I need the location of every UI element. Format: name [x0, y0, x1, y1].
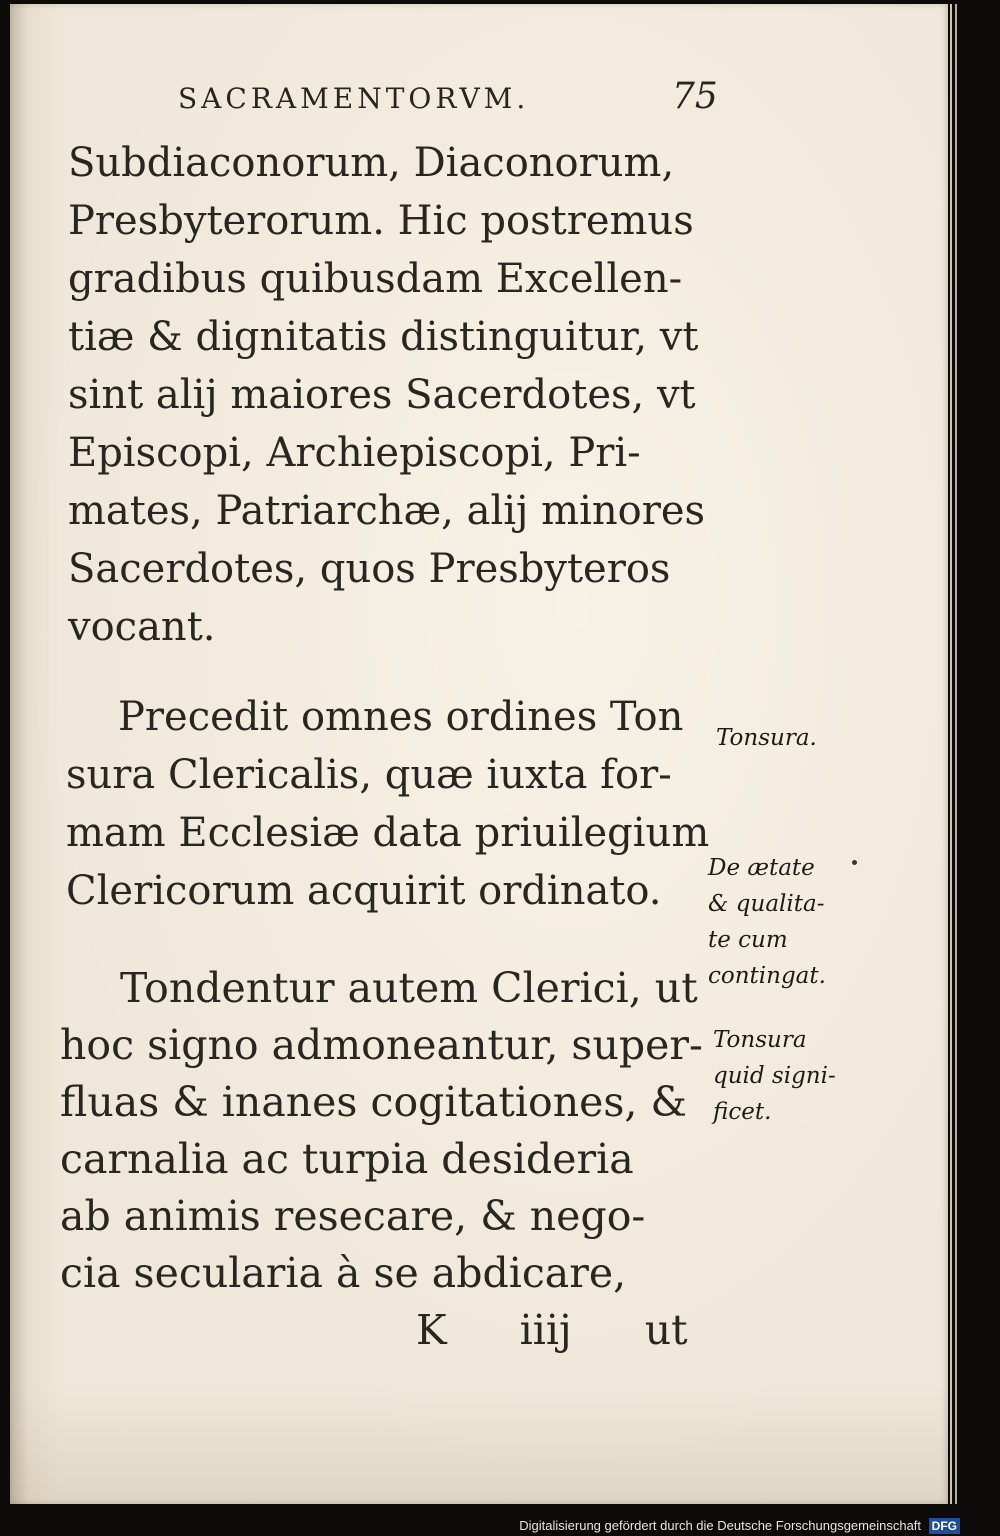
margin-mark	[852, 860, 857, 865]
paragraph-orders	[68, 134, 705, 656]
text-line: fluas & inanes cogitationes, &	[60, 1078, 687, 1126]
text-line: ab animis resecare, & nego-	[60, 1192, 646, 1240]
marginal-note-etate	[708, 850, 826, 994]
paragraph-tondentur	[60, 960, 703, 1359]
dfg-logo: DFG	[929, 1518, 960, 1534]
funding-credit	[519, 1518, 960, 1534]
marginal-line: Tonsura	[713, 1027, 807, 1053]
text-line: Episcopi, Archiepiscopi, Pri-	[68, 430, 641, 476]
text-line: carnalia ac turpia desideria	[60, 1135, 634, 1183]
marginal-note-significet	[713, 1022, 836, 1130]
text-line: Subdiaconorum, Diaconorum,	[68, 140, 675, 186]
signature-catchword-line: K iiij ut	[416, 1306, 688, 1354]
page-number: 75	[672, 76, 718, 117]
marginal-line: ficet.	[713, 1099, 772, 1125]
text-line: tiæ & dignitatis distinguitur, vt	[68, 314, 699, 360]
text-line: vocant.	[68, 604, 216, 650]
text-line: gradibus quibusdam Excellen-	[68, 256, 683, 302]
text-line: mates, Patriarchæ, alij minores	[68, 488, 706, 534]
book-page	[10, 4, 948, 1504]
funding-credit-text: Digitalisierung gefördert durch die Deutsche Forschungsgemeinschaft	[519, 1518, 922, 1533]
running-head: SACRAMENTORVM.	[178, 82, 530, 115]
text-line: sura Clericalis, quæ iuxta for-	[66, 752, 672, 798]
text-line: Tondentur autem Clerici, ut	[120, 964, 698, 1012]
text-line: Sacerdotes, quos Presbyteros	[68, 546, 671, 592]
page-edge	[950, 4, 952, 1504]
text-line: cia secularia à se abdicare,	[60, 1249, 627, 1297]
text-line: sint alij maiores Sacerdotes, vt	[68, 372, 696, 418]
paragraph-tonsura	[66, 688, 709, 920]
marginal-line: quid signi-	[713, 1063, 836, 1089]
marginal-line: te cum	[708, 927, 788, 953]
text-line: Presbyterorum. Hic postremus	[68, 198, 694, 244]
page-edge	[955, 4, 957, 1504]
text-line: hoc signo admoneantur, super-	[60, 1021, 703, 1069]
marginal-note-tonsura: Tonsura.	[716, 725, 817, 751]
text-line: mam Ecclesiæ data priuilegium	[66, 810, 710, 856]
text-line: Clericorum acquirit ordinato.	[66, 868, 662, 914]
marginal-line: De ætate	[708, 855, 815, 881]
marginal-line: & qualita-	[708, 891, 825, 917]
text-line: Precedit omnes ordines Ton	[118, 694, 684, 740]
marginal-line: contingat.	[708, 963, 826, 989]
